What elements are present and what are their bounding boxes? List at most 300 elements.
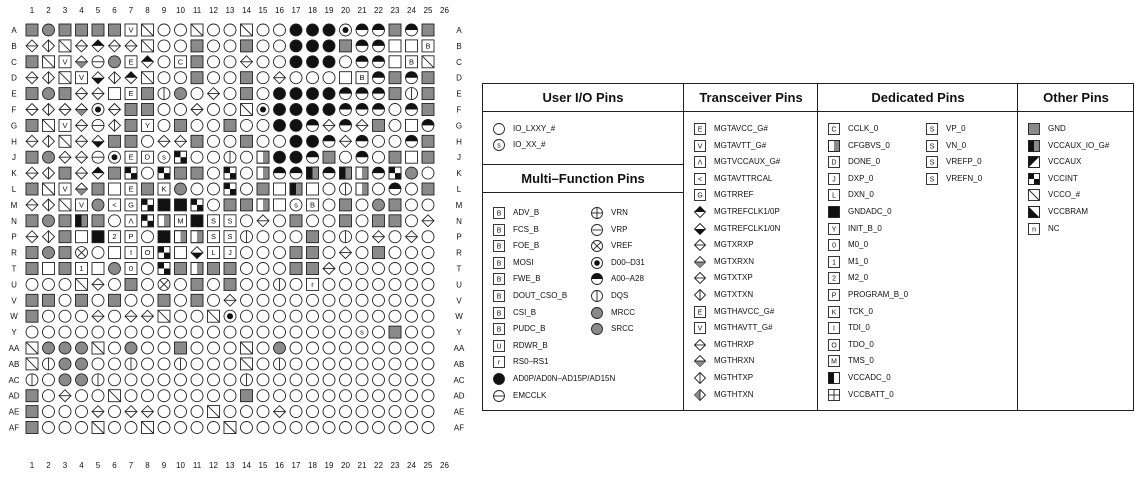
- pin-Y10: [175, 326, 187, 338]
- pin-F23: [389, 104, 401, 116]
- pin-Y21: [356, 326, 368, 338]
- legend-symbol-icon: [589, 256, 605, 270]
- pin-AB24: [406, 358, 418, 370]
- pin-C13: [224, 56, 236, 68]
- row-label-left: A: [11, 26, 17, 35]
- legend-item-label: VCCAUX_IO_G#: [1048, 140, 1110, 150]
- pin-G13: [224, 119, 236, 131]
- pin-K2: [43, 167, 55, 179]
- col-label-top: 13: [225, 6, 235, 15]
- pin-P8: [142, 231, 154, 243]
- pin-A1: [26, 24, 38, 36]
- pin-D17: [290, 72, 302, 84]
- row-label-left: AB: [8, 359, 20, 369]
- pin-U8: [142, 278, 154, 290]
- pin-M12: [208, 199, 220, 211]
- legend-symbol-icon: [491, 372, 507, 386]
- pin-K22: [373, 167, 385, 179]
- pin-AC25: [422, 374, 434, 386]
- pin-K3: [59, 167, 71, 179]
- pin-V17: [290, 294, 302, 306]
- pin-E18: [307, 88, 319, 100]
- pin-AE12: [208, 406, 220, 418]
- pin-R17: [290, 247, 302, 259]
- legend-item-label: MGTHRXP: [714, 339, 754, 349]
- svg-text:C: C: [177, 57, 184, 67]
- pin-U12: [208, 278, 220, 290]
- row-label-left: E: [11, 89, 17, 99]
- pin-AB23: [389, 358, 401, 370]
- legend-item-label: D00–D31: [611, 257, 645, 267]
- svg-text:K: K: [831, 308, 837, 316]
- pin-W6: [109, 310, 121, 322]
- pin-AF12: [208, 422, 220, 434]
- legend-item-label: MGTAVCC_G#: [714, 124, 768, 133]
- legend-item-label: TDO_0: [848, 339, 874, 349]
- svg-text:C: C: [831, 126, 837, 134]
- legend-symbol-icon: [491, 355, 507, 369]
- col-label-bottom: 10: [176, 461, 185, 470]
- row-label-right: Y: [456, 328, 462, 338]
- pin-A9: [158, 24, 170, 36]
- pin-B20: [340, 40, 352, 52]
- svg-text:s: s: [162, 152, 166, 162]
- pin-U23: [389, 278, 401, 290]
- pin-AB13: [224, 358, 236, 370]
- pin-L25: [422, 183, 434, 195]
- pin-F4: [76, 104, 88, 116]
- pin-AB15: [257, 358, 269, 370]
- pin-M16: [274, 199, 286, 211]
- pin-D2: [43, 72, 55, 84]
- pin-AE22: [373, 406, 385, 418]
- svg-text:Y: Y: [144, 120, 151, 130]
- pin-C5: [92, 56, 104, 68]
- pin-P22: [373, 231, 385, 243]
- pin-P20: [340, 231, 352, 243]
- pin-U25: [422, 278, 434, 290]
- svg-text:r: r: [311, 279, 314, 289]
- legend-item-label: NC: [1048, 223, 1060, 233]
- pin-D3: [59, 72, 71, 84]
- pin-N16: [274, 215, 286, 227]
- pin-L6: [109, 183, 121, 195]
- legend-item-label: VCCAUX: [1048, 157, 1082, 167]
- pin-K17: [290, 167, 302, 179]
- pin-M20: [340, 199, 352, 211]
- row-label-right: T: [456, 264, 462, 274]
- col-label-top: 3: [62, 6, 68, 15]
- col-label-top: 12: [209, 6, 218, 15]
- pin-H25: [422, 135, 434, 147]
- pin-W23: [389, 310, 401, 322]
- pin-C17: [290, 56, 302, 68]
- svg-text:E: E: [697, 308, 703, 316]
- svg-text:S: S: [227, 216, 233, 226]
- pin-J19: [323, 151, 335, 163]
- svg-text:Λ: Λ: [697, 159, 703, 167]
- pin-G1: [26, 119, 38, 131]
- row-label-left: L: [11, 185, 17, 194]
- svg-text:<: <: [112, 200, 117, 210]
- pin-AA4: [76, 342, 88, 354]
- pin-L5: [92, 183, 104, 195]
- pin-N22: [373, 215, 385, 227]
- pin-C4: [76, 56, 88, 68]
- col-label-bottom: 5: [95, 461, 101, 470]
- pin-T10: [175, 263, 187, 275]
- pin-AC11: [191, 374, 203, 386]
- legend-symbol-icon: [692, 139, 708, 153]
- pin-AD3: [59, 390, 71, 402]
- pin-B4: [76, 40, 88, 52]
- pin-U19: [323, 278, 335, 290]
- pin-N6: [109, 215, 121, 227]
- pin-AD23: [389, 390, 401, 402]
- legend-symbol-icon: [589, 272, 605, 286]
- pin-B9: [158, 40, 170, 52]
- legend-symbol-icon: [589, 239, 605, 253]
- pin-C21: [356, 56, 368, 68]
- pin-D8: [142, 72, 154, 84]
- pin-V5: [92, 294, 104, 306]
- legend-symbol-icon: [491, 239, 507, 253]
- pin-AD15: [257, 390, 269, 402]
- pin-L1: [26, 183, 38, 195]
- pin-L22: [373, 183, 385, 195]
- row-label-left: AA: [8, 344, 20, 353]
- svg-text:2: 2: [112, 232, 117, 242]
- pin-M4: [76, 199, 88, 211]
- pin-D14: [241, 72, 253, 84]
- pin-R3: [59, 247, 71, 259]
- pin-L9: [158, 183, 170, 195]
- pin-M25: [422, 199, 434, 211]
- svg-text:V: V: [697, 142, 703, 150]
- pin-N18: [307, 215, 319, 227]
- legend-section-transceiver: [683, 84, 818, 410]
- pin-H16: [274, 135, 286, 147]
- pin-D1: [26, 72, 38, 84]
- pin-AA7: [125, 342, 137, 354]
- legend-item-label: SRCC: [611, 324, 634, 334]
- legend-item-label: DQS: [611, 291, 629, 300]
- pin-E25: [422, 88, 434, 100]
- row-label-right: AE: [453, 407, 465, 417]
- pin-C19: [323, 56, 335, 68]
- pin-J17: [290, 151, 302, 163]
- pin-K13: [224, 167, 236, 179]
- pin-U16: [274, 278, 286, 290]
- pin-N1: [26, 215, 38, 227]
- svg-text:r: r: [497, 359, 501, 367]
- svg-text:1: 1: [79, 264, 84, 274]
- legend-item-label: AD0P/AD0N–AD15P/AD15N: [513, 374, 616, 383]
- pin-M7: [125, 199, 137, 211]
- col-label-top: 16: [275, 6, 284, 15]
- col-label-bottom: 3: [62, 461, 68, 470]
- legend-symbol-icon: [692, 338, 708, 352]
- pin-U10: [175, 278, 187, 290]
- row-label-right: M: [455, 200, 463, 210]
- pin-M11: [191, 199, 203, 211]
- pin-J12: [208, 151, 220, 163]
- pin-V2: [43, 294, 55, 306]
- pin-C15: [257, 56, 269, 68]
- legend-symbol-icon: [826, 155, 842, 169]
- pin-K16: [274, 167, 286, 179]
- pin-R2: [43, 247, 55, 259]
- pin-G25: [422, 119, 434, 131]
- pin-J14: [241, 151, 253, 163]
- row-label-left: D: [11, 73, 17, 83]
- legend-symbol-icon: [692, 271, 708, 285]
- pin-G11: [191, 119, 203, 131]
- col-label-top: 19: [324, 6, 334, 15]
- pin-AC22: [373, 374, 385, 386]
- pin-Y12: [208, 326, 220, 338]
- pin-V8: [142, 294, 154, 306]
- pin-AF8: [142, 422, 154, 434]
- pin-A16: [274, 24, 286, 36]
- legend-item-label: A00–A28: [611, 274, 644, 284]
- pin-T24: [406, 263, 418, 275]
- pin-F2: [43, 104, 55, 116]
- pin-AB9: [158, 358, 170, 370]
- col-label-top: 18: [308, 6, 317, 15]
- row-label-right: G: [455, 121, 463, 131]
- pin-M2: [43, 199, 55, 211]
- pin-B5: [92, 40, 104, 52]
- svg-text:B: B: [309, 200, 316, 210]
- pin-H19: [323, 135, 335, 147]
- pin-AD5: [92, 390, 104, 402]
- row-label-left: V: [11, 296, 17, 306]
- pin-F22: [373, 104, 385, 116]
- legend-item-label: RDWR_B: [513, 340, 548, 350]
- pin-H11: [191, 135, 203, 147]
- pin-AB7: [125, 358, 137, 370]
- pin-W15: [257, 310, 269, 322]
- legend-item-label: CSI_B: [513, 307, 537, 317]
- col-label-top: 10: [176, 6, 185, 15]
- pin-P4: [76, 231, 88, 243]
- pin-E1: [26, 88, 38, 100]
- row-label-right: K: [456, 169, 462, 179]
- pin-AF24: [406, 422, 418, 434]
- pin-AF6: [109, 422, 121, 434]
- pin-G2: [43, 119, 55, 131]
- pin-K5: [92, 167, 104, 179]
- row-label-left: U: [11, 280, 17, 290]
- pin-R6: [109, 247, 121, 259]
- svg-text:Y: Y: [831, 225, 837, 233]
- pin-AE6: [109, 406, 121, 418]
- pin-V20: [340, 294, 352, 306]
- pin-G21: [356, 119, 368, 131]
- pin-R20: [340, 247, 352, 259]
- pin-W16: [274, 310, 286, 322]
- legend-symbol-icon: [826, 139, 842, 153]
- pin-AA13: [224, 342, 236, 354]
- pin-AF21: [356, 422, 368, 434]
- svg-text:n: n: [1032, 225, 1036, 233]
- col-label-bottom: 26: [440, 461, 449, 470]
- pin-W11: [191, 310, 203, 322]
- pin-E17: [290, 88, 302, 100]
- pin-AC3: [59, 374, 71, 386]
- pin-V7: [125, 294, 137, 306]
- legend-symbol-icon: [491, 138, 507, 152]
- pin-L12: [208, 183, 220, 195]
- pin-K4: [76, 167, 88, 179]
- legend-item-label: FOE_B: [513, 241, 540, 251]
- pin-N19: [323, 215, 335, 227]
- pin-AE25: [422, 406, 434, 418]
- pin-V3: [59, 294, 71, 306]
- pin-M1: [26, 199, 38, 211]
- legend-symbol-icon: [924, 155, 940, 169]
- svg-text:<: <: [697, 176, 703, 184]
- pin-AE5: [92, 406, 104, 418]
- pin-W13: [224, 310, 236, 322]
- pin-G18: [307, 119, 319, 131]
- pin-T8: [142, 263, 154, 275]
- pin-C12: [208, 56, 220, 68]
- svg-text:V: V: [62, 57, 68, 67]
- pin-R16: [274, 247, 286, 259]
- pin-W24: [406, 310, 418, 322]
- pin-Y3: [59, 326, 71, 338]
- legend-item-label: VRP: [611, 224, 628, 234]
- legend-heading-multi-function: Multi–Function Pins: [483, 164, 683, 193]
- legend-symbol-icon: [692, 222, 708, 236]
- legend-item-label: VCCO_#: [1048, 190, 1081, 200]
- pin-F19: [323, 104, 335, 116]
- col-label-top: 26: [440, 6, 449, 15]
- legend-symbol-icon: [692, 122, 708, 136]
- pin-V24: [406, 294, 418, 306]
- svg-text:B: B: [496, 260, 502, 268]
- pin-K8: [142, 167, 154, 179]
- pin-AF2: [43, 422, 55, 434]
- pin-W20: [340, 310, 352, 322]
- row-label-left: T: [11, 264, 17, 274]
- pin-U21: [356, 278, 368, 290]
- pin-D7: [125, 72, 137, 84]
- pin-J23: [389, 151, 401, 163]
- pin-L14: [241, 183, 253, 195]
- pin-E22: [373, 88, 385, 100]
- pin-AB6: [109, 358, 121, 370]
- pin-T25: [422, 263, 434, 275]
- pin-AA17: [290, 342, 302, 354]
- pin-N2: [43, 215, 55, 227]
- pin-R7: [125, 247, 137, 259]
- pin-Y8: [142, 326, 154, 338]
- svg-text:E: E: [128, 184, 134, 194]
- pin-P2: [43, 231, 55, 243]
- legend-item-label: VREF: [611, 241, 633, 251]
- pin-M10: [175, 199, 187, 211]
- pin-Y7: [125, 326, 137, 338]
- pin-D9: [158, 72, 170, 84]
- pin-B8: [142, 40, 154, 52]
- legend-item-label: DOUT_CSO_B: [513, 291, 568, 300]
- pin-E3: [59, 88, 71, 100]
- pin-T23: [389, 263, 401, 275]
- pin-AA3: [59, 342, 71, 354]
- col-label-bottom: 14: [242, 461, 251, 470]
- pin-AD8: [142, 390, 154, 402]
- row-label-right: L: [456, 185, 462, 194]
- svg-text:s: s: [294, 200, 298, 210]
- row-label-right: A: [456, 26, 462, 35]
- pin-H15: [257, 135, 269, 147]
- pin-T16: [274, 263, 286, 275]
- pin-G19: [323, 119, 335, 131]
- legend-item-label: VREFP_0: [946, 157, 982, 167]
- pin-E7: [125, 88, 137, 100]
- legend-item-label: TCK_0: [848, 306, 873, 316]
- pin-B3: [59, 40, 71, 52]
- pin-AE14: [241, 406, 253, 418]
- legend-item-label: GNDADC_0: [848, 207, 892, 216]
- pin-E10: [175, 88, 187, 100]
- pin-T12: [208, 263, 220, 275]
- pin-H21: [356, 135, 368, 147]
- pin-B15: [257, 40, 269, 52]
- pin-V19: [323, 294, 335, 306]
- pin-R14: [241, 247, 253, 259]
- pin-A19: [323, 24, 335, 36]
- pin-K14: [241, 167, 253, 179]
- pin-A11: [191, 24, 203, 36]
- pin-J22: [373, 151, 385, 163]
- legend-item-label: MGTHTXP: [714, 373, 754, 382]
- pin-J11: [191, 151, 203, 163]
- pin-W17: [290, 310, 302, 322]
- pin-L10: [175, 183, 187, 195]
- pin-L8: [142, 183, 154, 195]
- pin-Y16: [274, 326, 286, 338]
- pin-H6: [109, 135, 121, 147]
- pin-D4: [76, 72, 88, 84]
- pin-G7: [125, 119, 137, 131]
- legend-item-label: EMCCLK: [513, 390, 547, 400]
- pin-AD21: [356, 390, 368, 402]
- svg-text:S: S: [210, 216, 217, 226]
- legend-heading-user-io: User I/O Pins: [483, 84, 683, 112]
- legend-symbol-icon: [491, 289, 507, 303]
- svg-text:s: s: [360, 327, 364, 337]
- col-label-top: 7: [128, 6, 134, 15]
- svg-text:I: I: [129, 248, 133, 258]
- pin-E6: [109, 88, 121, 100]
- pin-R10: [175, 247, 187, 259]
- pin-AB17: [290, 358, 302, 370]
- pin-C23: [389, 56, 401, 68]
- pin-AE21: [356, 406, 368, 418]
- pin-A5: [92, 24, 104, 36]
- legend-section-other: [1017, 84, 1134, 410]
- pin-P3: [59, 231, 71, 243]
- pin-AC1: [26, 374, 38, 386]
- pin-D22: [373, 72, 385, 84]
- pin-N14: [241, 215, 253, 227]
- legend-item-label: MGTAVTTRCAL: [714, 173, 773, 183]
- pin-E16: [274, 88, 286, 100]
